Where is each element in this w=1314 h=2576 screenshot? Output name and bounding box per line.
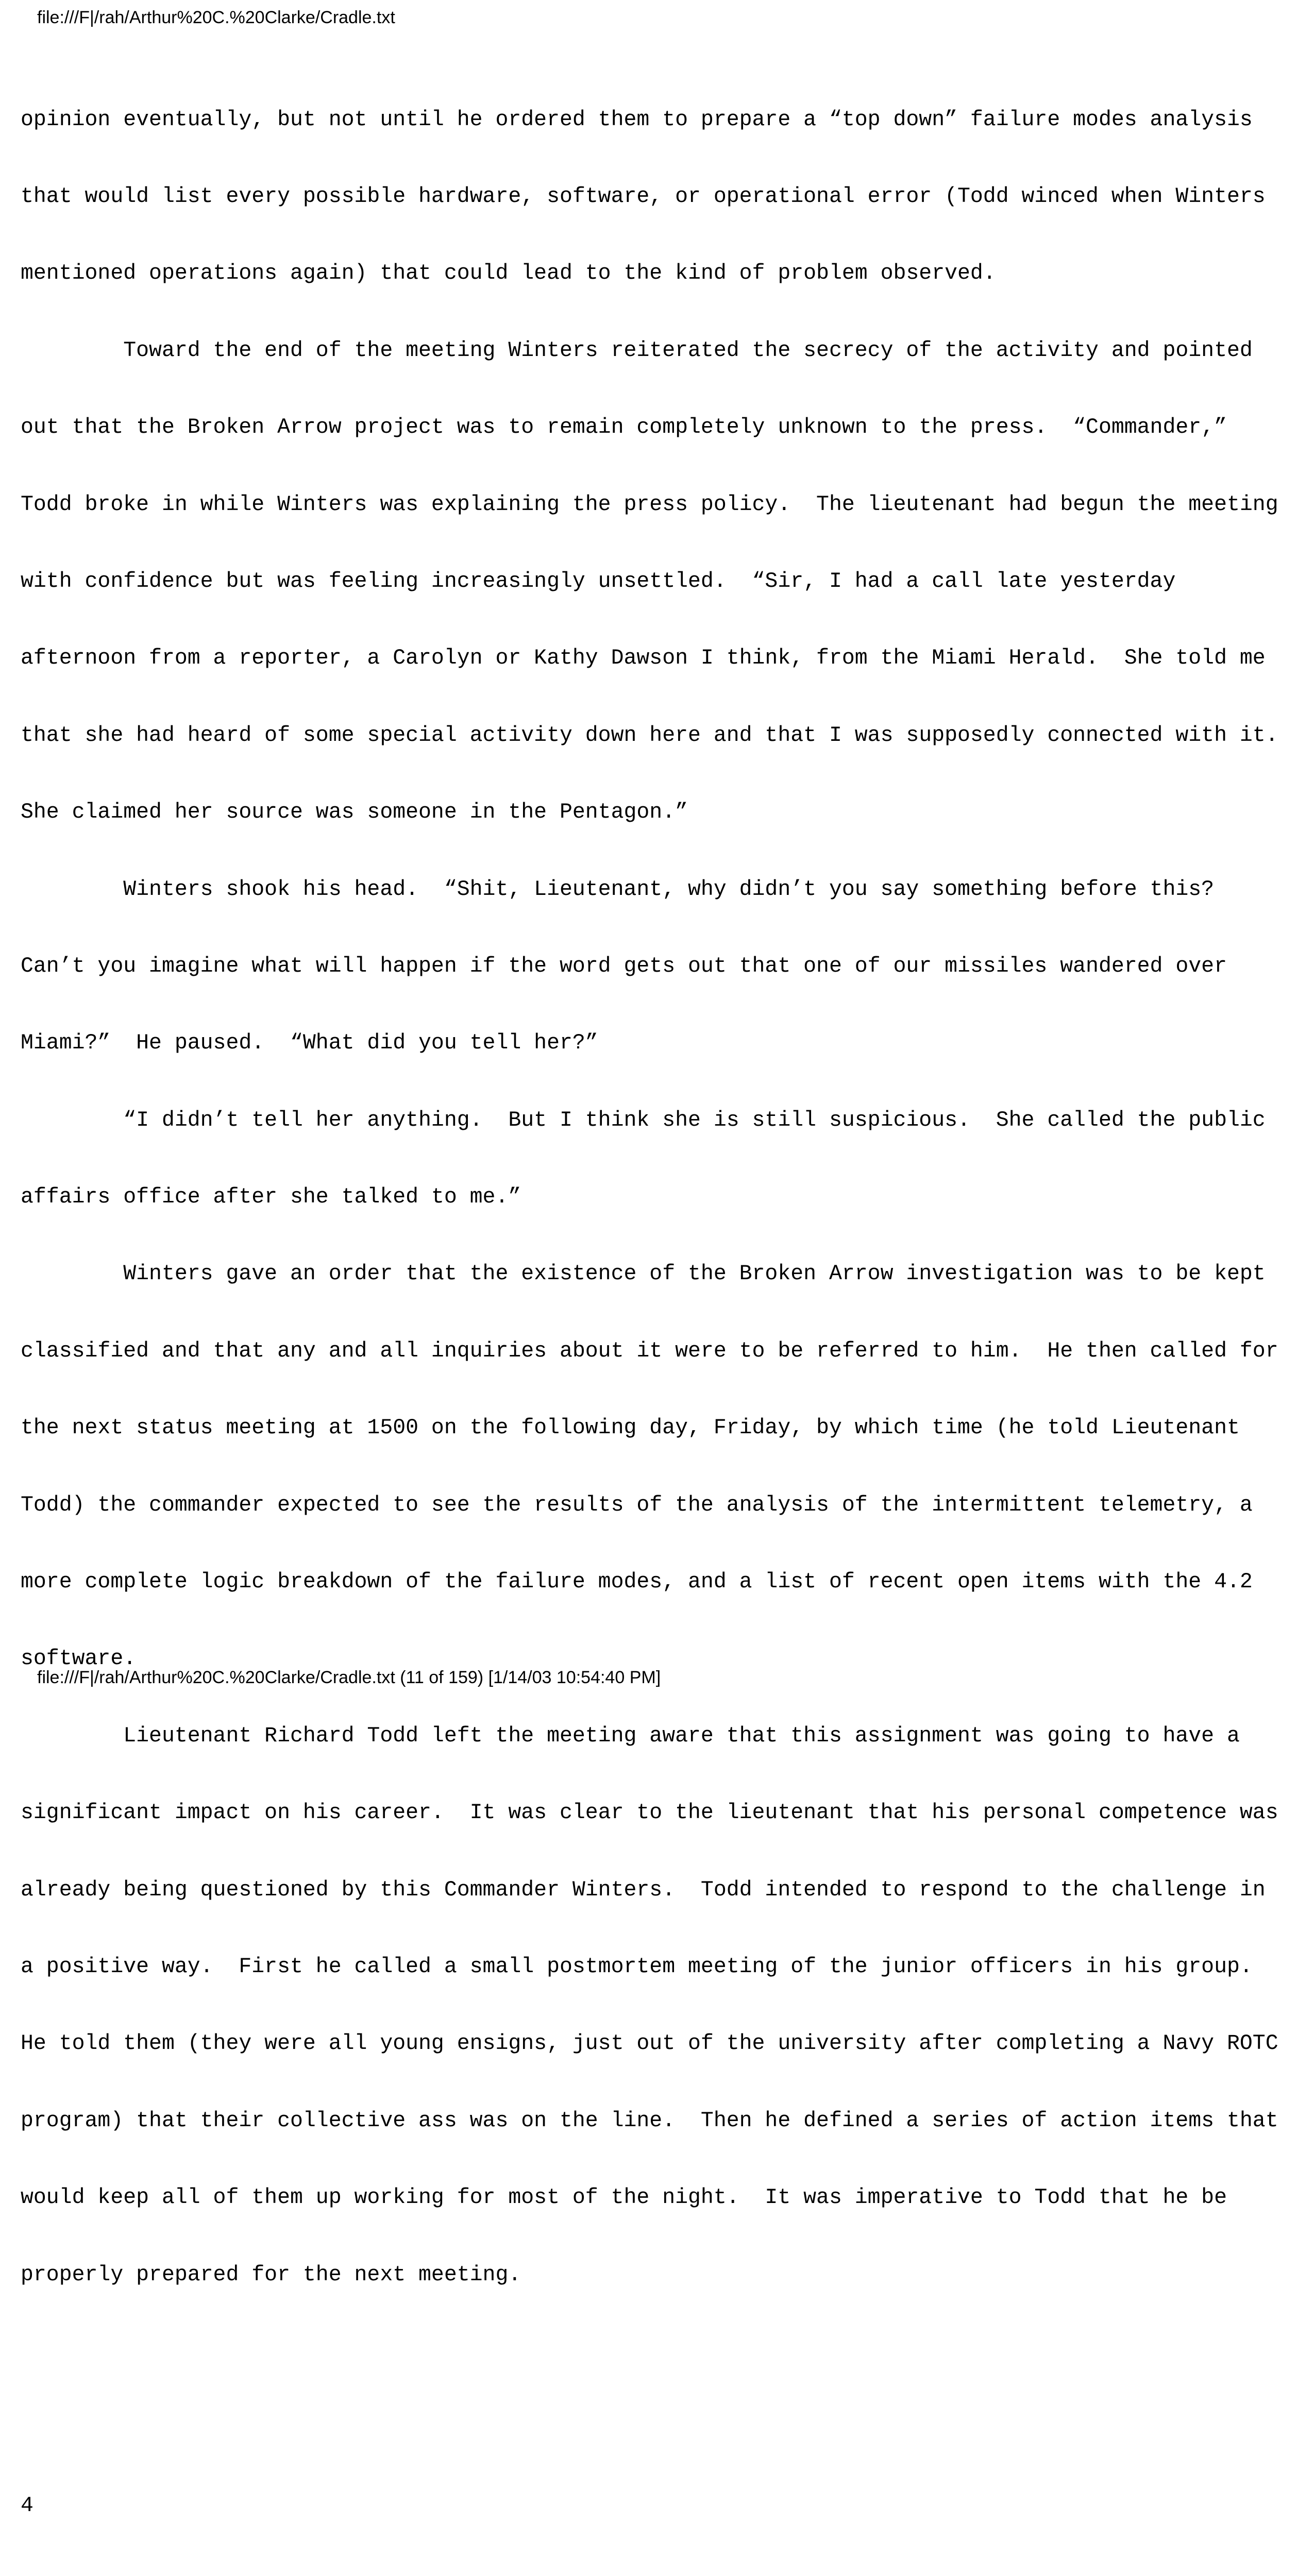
text-line: She claimed her source was someone in the Pentagon.”	[21, 800, 688, 825]
text-line: Lieutenant Richard Todd left the meeting aware that this assignment was going to have a	[21, 1723, 1240, 1748]
text-line: classified and that any and all inquiries about it were to be referred to him. He then called for	[21, 1338, 1278, 1363]
blank-line	[21, 2416, 1299, 2442]
blank-line	[21, 2570, 1299, 2576]
text-line: significant impact on his career. It was clear to the lieutenant that his personal competence was	[21, 1801, 1278, 1825]
text-line: that she had heard of some special activity down here and that I was supposedly connected with it.	[21, 723, 1278, 748]
text-line: affairs office after she talked to me.”	[21, 1185, 521, 1210]
text-line: Winters shook his head. “Shit, Lieutenant, why didn’t you say something before this?	[21, 877, 1215, 902]
chapter-number: 4	[21, 2493, 33, 2518]
text-line: more complete logic breakdown of the failure modes, and a list of recent open items with the 4.2	[21, 1570, 1253, 1595]
text-line: program) that their collective ass was on the line. Then he defined a series of action items that	[21, 2108, 1278, 2133]
page-header-url: file:///F|/rah/Arthur%20C.%20Clarke/Cradle.txt	[37, 8, 395, 27]
page-footer-url: file:///F|/rah/Arthur%20C.%20Clarke/Cradle.txt (11 of 159) [1/14/03 10:54:40 PM]	[37, 1668, 661, 1687]
text-line: out that the Broken Arrow project was to remain completely unknown to the press. “Commander,”	[21, 415, 1227, 440]
text-line: opinion eventually, but not until he ordered them to prepare a “top down” failure modes analysis	[21, 107, 1253, 132]
text-line: “I didn’t tell her anything. But I think she is still suspicious. She called the public	[21, 1108, 1266, 1132]
text-line: Can’t you imagine what will happen if the word gets out that one of our missiles wandered over	[21, 954, 1227, 978]
document-body	[21, 56, 1299, 2576]
text-line: Todd) the commander expected to see the results of the analysis of the intermittent telemetry, a	[21, 1493, 1253, 1517]
text-line: Toward the end of the meeting Winters reiterated the secrecy of the activity and pointed	[21, 338, 1253, 363]
text-line: He told them (they were all young ensigns, just out of the university after completing a Navy ROTC	[21, 2031, 1278, 2056]
text-line: software.	[21, 1647, 137, 1671]
text-line: properly prepared for the next meeting.	[21, 2262, 521, 2287]
text-line: the next status meeting at 1500 on the following day, Friday, by which time (he told Lieutenant	[21, 1416, 1240, 1440]
text-line: mentioned operations again) that could lead to the kind of problem observed.	[21, 261, 996, 286]
text-line: a positive way. First he called a small postmortem meeting of the junior officers in his group.	[21, 1954, 1253, 1979]
text-line: that would list every possible hardware, software, or operational error (Todd winced when Winters	[21, 184, 1266, 209]
text-line: Winters gave an order that the existence of the Broken Arrow investigation was to be kept	[21, 1262, 1266, 1286]
text-line: with confidence but was feeling increasingly unsettled. “Sir, I had a call late yesterday	[21, 569, 1176, 594]
text-line: afternoon from a reporter, a Carolyn or Kathy Dawson I think, from the Miami Herald. She told me	[21, 646, 1266, 671]
text-line: would keep all of them up working for most of the night. It was imperative to Todd that he be	[21, 2185, 1227, 2210]
text-line: Miami?” He paused. “What did you tell her?”	[21, 1031, 598, 1056]
text-line: Todd broke in while Winters was explaining the press policy. The lieutenant had begun the meeting	[21, 492, 1278, 517]
text-line: already being questioned by this Commander Winters. Todd intended to respond to the challenge in	[21, 1877, 1266, 1902]
blank-line	[21, 2339, 1299, 2365]
